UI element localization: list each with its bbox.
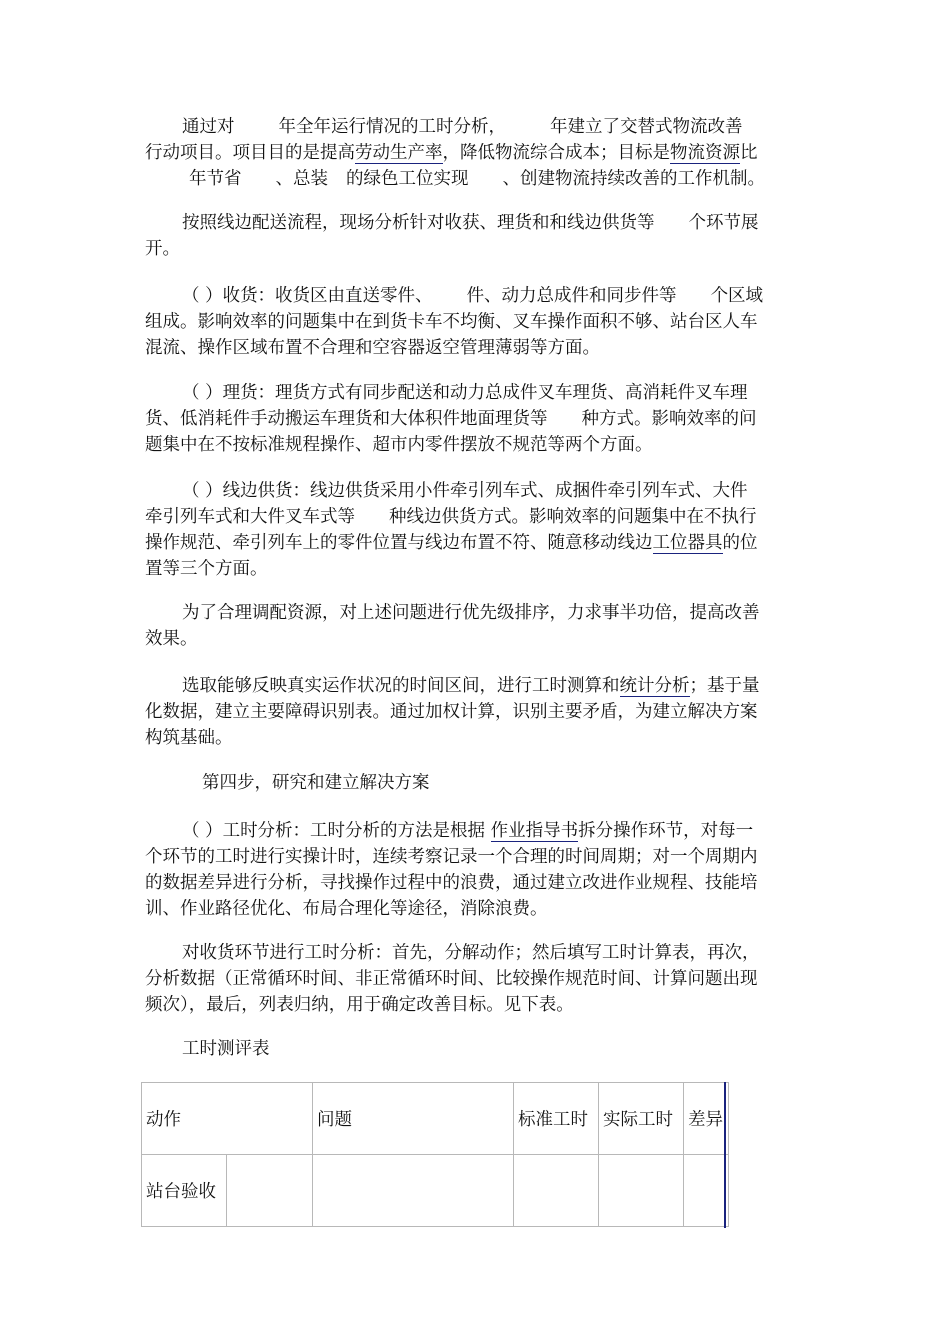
paragraph-receiving: （ ）收货：收货区由直送零件、 件、动力总成件和同步件等 个区域 组成。影响效率的问题集中在到货卡车不均衡、叉车操作面积不够、站台区人车 混流、操作区域布置不合理和空容器返空管理薄弱等方面。 bbox=[145, 286, 764, 358]
paragraph-sorting: （ ）理货：理货方式有同步配送和动力总成件叉车理货、高消耗件叉车理 货、低消耗件手动搬运车理货和大体积件地面理货等 种方式。影响效率的问 题集中在不按标准规程操作、超市内零件摆放不规范等两个方面。 bbox=[145, 383, 757, 455]
link-logistics-resources[interactable]: 物流资源 bbox=[670, 143, 740, 163]
link-workstation-tools[interactable]: 工位器具 bbox=[652, 533, 723, 553]
table-header-row bbox=[142, 1083, 729, 1155]
header-difference: 差异 bbox=[684, 1083, 729, 1155]
table-row bbox=[142, 1155, 729, 1227]
link-work-instruction[interactable]: 作业指导书 bbox=[490, 821, 579, 841]
cell-station-inspection: 站台验收 bbox=[142, 1155, 227, 1227]
paragraph-receiving-analysis: 对收货环节进行工时分析：首先，分解动作；然后填写工时计算表，再次， 分析数据（正常循环时间、非正常循环时间、比较操作规范时间、计算问题出现 频次），最后，列表归纳，用于确定改善目标。见下表。 bbox=[145, 943, 760, 1015]
table-cell bbox=[599, 1155, 684, 1227]
table-caption: 工时测评表 bbox=[182, 1039, 270, 1059]
paragraph-measurement: 选取能够反映真实运作状况的时间区间，进行工时测算和统计分析；基于量 化数据，建立主要障碍识别表。通过加权计算，识别主要矛盾，为建立解决方案 构筑基础。 bbox=[145, 676, 760, 748]
paragraph-intro: 通过对 年全年运行情况的工时分析， 年建立了交替式物流改善 行动项目。项目目的是提高劳动生产率，降低物流综合成本；目标是物流资源比 年节省 、总装 的绿色工位实现 、创建物流持续改善的工作机制。 bbox=[145, 117, 765, 189]
table-cell bbox=[514, 1155, 599, 1227]
header-actual-time: 实际工时 bbox=[599, 1083, 684, 1155]
header-standard-time: 标准工时 bbox=[514, 1083, 599, 1155]
table-cell bbox=[684, 1155, 729, 1227]
section-heading-step4: 第四步，研究和建立解决方案 bbox=[202, 773, 430, 793]
paragraph-flow: 按照线边配送流程，现场分析针对收获、理货和和线边供货等 个环节展 开。 bbox=[145, 213, 759, 259]
time-evaluation-table bbox=[141, 1082, 729, 1227]
table-right-border bbox=[724, 1082, 726, 1228]
paragraph-lineside: （ ）线边供货：线边供货采用小件牵引列车式、成捆件牵引列车式、大件 牵引列车式和大件叉车式等 种线边供货方式。影响效率的问题集中在不执行 操作规范、牵引列车上的零件位置与线边布置不符、随意移动线边工位器具的位 置等三个方面。 bbox=[145, 481, 758, 579]
table-cell bbox=[313, 1155, 514, 1227]
header-problem: 问题 bbox=[313, 1083, 514, 1155]
table-cell bbox=[227, 1155, 313, 1227]
paragraph-priority: 为了合理调配资源，对上述问题进行优先级排序，力求事半功倍，提高改善 效果。 bbox=[145, 603, 760, 649]
header-action: 动作 bbox=[142, 1083, 313, 1155]
link-statistical-analysis[interactable]: 统计分析 bbox=[619, 676, 690, 696]
link-labor-productivity[interactable]: 劳动生产率 bbox=[355, 143, 443, 163]
paragraph-time-analysis: （ ）工时分析：工时分析的方法是根据 作业指导书拆分操作环节，对每一 个环节的工时进行实操计时，连续考察记录一个合理的时间周期；对一个周期内 的数据差异进行分析，寻找操作过程中的浪费，通过建立改进作业规程、技能培 训、作业路径优化、布局合理化等途径，消除浪费。 bbox=[145, 821, 758, 919]
